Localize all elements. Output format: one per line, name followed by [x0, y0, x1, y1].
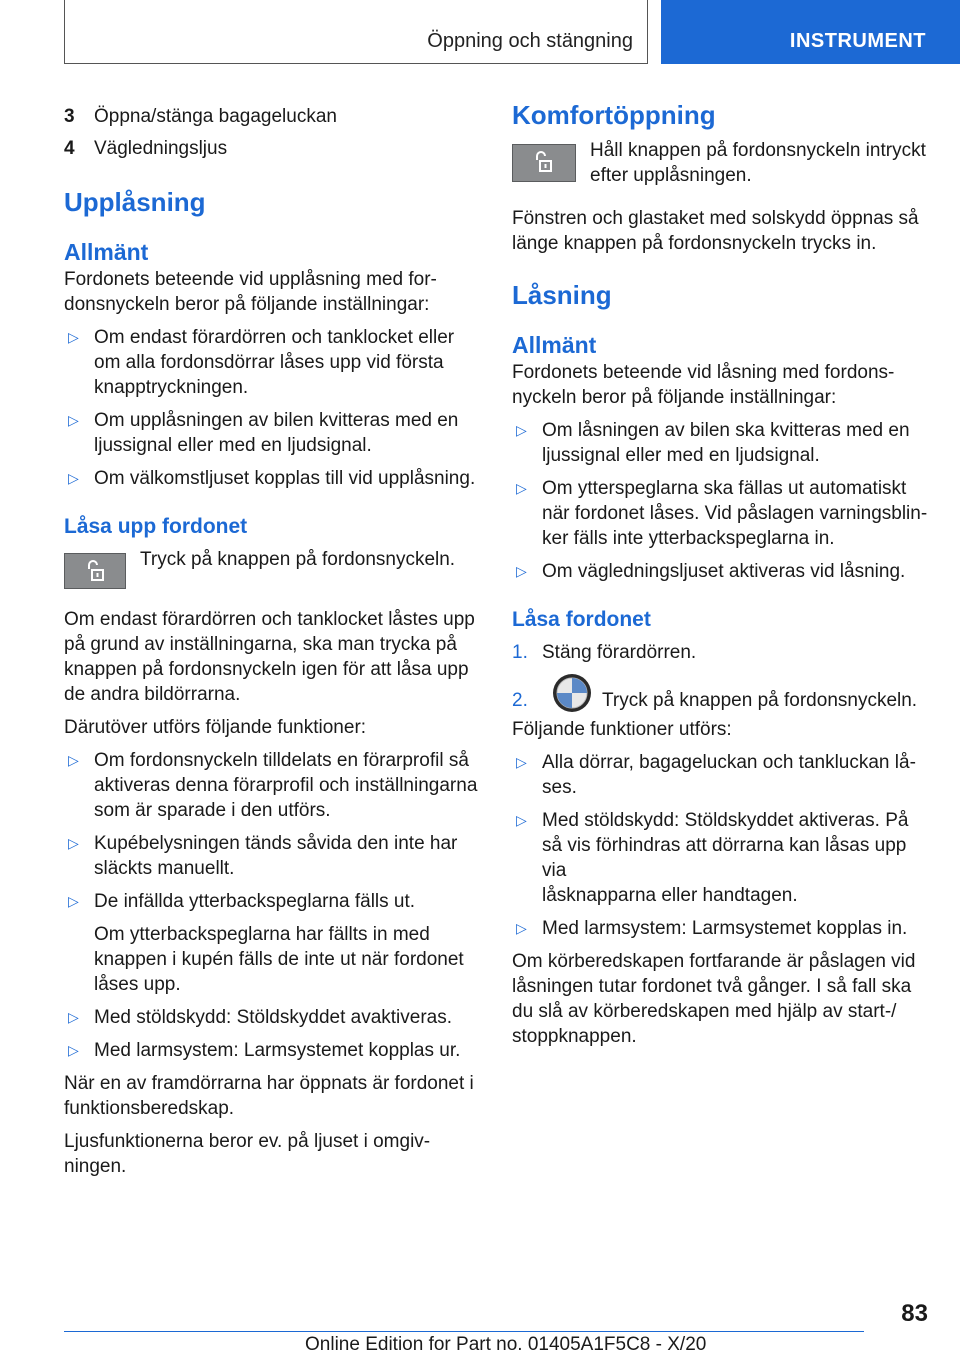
- list-item-text: Om ytterspeglarna ska fällas ut automatiskt när fordonet låses. Vid påslagen varningsblin- ker fälls inte ytterbackspeglarna in.: [542, 478, 928, 549]
- list-item: [512, 476, 932, 551]
- header-section-box: [64, 0, 648, 64]
- list-item-text: Om fordonsnyckeln tilldelats en förarprofil så aktiveras denna förarprofil och inställningarna som är sparade i den utförs.: [94, 750, 478, 821]
- list-item: [64, 889, 484, 914]
- paragraph: Följande funktioner utförs:: [512, 719, 732, 740]
- icon-instruction: [64, 549, 484, 589]
- header-chapter-title: INSTRUMENT: [789, 30, 926, 52]
- paragraph: När en av framdörrarna har öppnats är fordonet i funktionsberedskap.: [64, 1073, 474, 1119]
- left-column: [64, 104, 484, 1179]
- numbered-item: [64, 104, 484, 129]
- step-text: Tryck på knappen på fordonsnyckeln.: [602, 690, 918, 711]
- triangle-right-icon: ▷: [68, 1009, 79, 1025]
- heading-upplasning: Upplåsning: [64, 187, 206, 217]
- list-item-text: Om endast förardörren och tanklocket eller om alla fordonsdörrar låses upp vid första knapptryckningen.: [94, 327, 455, 398]
- paragraph: Därutöver utförs följande funktioner:: [64, 717, 367, 738]
- list-item-text: Om upplåsningen av bilen kvitteras med en ljussignal eller med en ljudsignal.: [94, 410, 459, 456]
- icon-instruction-text: Håll knappen på fordonsnyckeln intryckt efter upplåsningen.: [590, 140, 926, 186]
- right-column: [512, 100, 932, 1049]
- heading-komfortoppning: Komfortöppning: [512, 100, 716, 130]
- header-chapter-tab[interactable]: [661, 0, 960, 64]
- header-section-title: Öppning och stängning: [427, 30, 633, 52]
- heading-allmant: Allmänt: [64, 239, 149, 265]
- list-item-text: Kupébelysningen tänds såvida den inte har släckts manuellt.: [94, 833, 458, 879]
- list-item: [64, 466, 484, 491]
- item-number: 4: [64, 138, 75, 159]
- bmw-logo-icon: [552, 673, 592, 713]
- list-item: [512, 750, 932, 800]
- triangle-right-icon: ▷: [68, 893, 79, 909]
- triangle-right-icon: ▷: [68, 1042, 79, 1058]
- list-item: [64, 831, 484, 881]
- step-number: 1.: [512, 642, 528, 663]
- paragraph: Fönstren och glastaket med solskydd öppnas så länge knappen på fordonsnyckeln trycks in.: [512, 208, 919, 254]
- unlock-icon: [534, 150, 554, 174]
- icon-instruction: [512, 140, 932, 188]
- item-text: Vägledningsljus: [94, 138, 228, 159]
- triangle-right-icon: ▷: [68, 835, 79, 851]
- unlock-icon: [86, 559, 106, 583]
- paragraph: Om körberedskapen fortfarande är påslagen vid låsningen tutar fordonet två gånger. I så fall ska du slå av körberedskapen med hjälp av start-/ stoppknappen.: [512, 951, 916, 1047]
- step-number: 2.: [512, 690, 528, 711]
- heading-lasa-upp: Låsa upp fordonet: [64, 515, 248, 538]
- intro-text: Fordonets beteende vid upplåsning med for- donsnyckeln beror på följande inställningar:: [64, 269, 437, 315]
- page-number: 83: [901, 1300, 928, 1327]
- list-item-text: Med larmsystem: Larmsystemet kopplas in.: [542, 918, 908, 939]
- triangle-right-icon: ▷: [68, 329, 79, 345]
- heading-lasning: Låsning: [512, 280, 612, 310]
- triangle-right-icon: ▷: [68, 412, 79, 428]
- bullet-list: [512, 418, 932, 584]
- list-item: [64, 748, 484, 823]
- list-item-text: De infällda ytterbackspeglarna fälls ut.: [94, 891, 416, 912]
- heading-lasa-fordonet: Låsa fordonet: [512, 608, 651, 631]
- numbered-item: [64, 136, 484, 161]
- list-item-text: Med stöldskydd: Stöldskyddet aktiveras. På så vis förhindras att dörrarna kan låsas upp via låsknapparna eller handtagen.: [542, 810, 909, 906]
- sub-paragraph: Om ytterbackspeglarna har fällts in med knappen i kupén fälls de inte ut när fordonet låses upp.: [94, 924, 464, 995]
- intro-text: Fordonets beteende vid låsning med fordons- nyckeln beror på följande inställningar:: [512, 362, 895, 408]
- step-text: Stäng förardörren.: [542, 642, 697, 663]
- bullet-list: [64, 325, 484, 491]
- list-item-text: Med stöldskydd: Stöldskyddet avaktiveras.: [94, 1007, 453, 1028]
- triangle-right-icon: ▷: [516, 563, 527, 579]
- list-item-text: Med larmsystem: Larmsystemet kopplas ur.: [94, 1040, 461, 1061]
- bullet-list: [512, 750, 932, 941]
- triangle-right-icon: ▷: [68, 470, 79, 486]
- item-number: 3: [64, 106, 75, 127]
- list-item: [64, 325, 484, 400]
- list-item: [512, 559, 932, 584]
- list-item: [512, 418, 932, 468]
- list-item: [512, 916, 932, 941]
- triangle-right-icon: ▷: [516, 480, 527, 496]
- footer-divider: [64, 1331, 864, 1332]
- unlock-button-image: [512, 144, 576, 182]
- paragraph: Ljusfunktionerna beror ev. på ljuset i omgiv- ningen.: [64, 1131, 431, 1177]
- ordered-list: [512, 640, 932, 713]
- triangle-right-icon: ▷: [516, 754, 527, 770]
- list-item-text: Om låsningen av bilen ska kvitteras med en ljussignal eller med en ljudsignal.: [542, 420, 910, 466]
- footer-edition: Online Edition for Part no. 01405A1F5C8 - X/20: [305, 1334, 707, 1355]
- triangle-right-icon: ▷: [516, 422, 527, 438]
- list-item-text: Om vägledningsljuset aktiveras vid låsning.: [542, 561, 906, 582]
- list-item: [64, 1005, 484, 1030]
- list-item: [512, 640, 932, 665]
- heading-allmant: Allmänt: [512, 332, 597, 358]
- paragraph: Om endast förardörren och tanklocket låstes upp på grund av inställningarna, ska man trycka på knappen på fordonsnyckeln igen för att låsa upp de andra bildörrarna.: [64, 609, 475, 705]
- list-item: [512, 808, 932, 908]
- triangle-right-icon: ▷: [516, 812, 527, 828]
- unlock-button-image: [64, 553, 126, 589]
- list-item: [64, 1038, 484, 1063]
- triangle-right-icon: ▷: [68, 752, 79, 768]
- list-item-text: Alla dörrar, bagageluckan och tankluckan lå- ses.: [542, 752, 916, 798]
- item-text: Öppna/stänga bagageluckan: [94, 106, 337, 127]
- icon-instruction-text: Tryck på knappen på fordonsnyckeln.: [140, 549, 456, 570]
- list-item: [64, 408, 484, 458]
- bullet-list: [64, 748, 484, 1063]
- list-item: [512, 673, 932, 713]
- list-item-text: Om välkomstljuset kopplas till vid upplåsning.: [94, 468, 476, 489]
- triangle-right-icon: ▷: [516, 920, 527, 936]
